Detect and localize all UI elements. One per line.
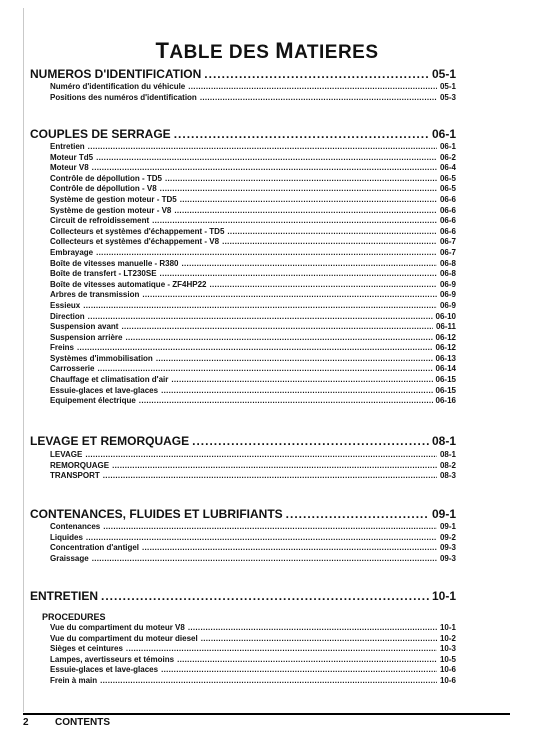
dot-leader [171,375,432,384]
toc-entry[interactable] [50,216,456,227]
toc-entry[interactable] [50,655,456,666]
entry-page: 06-2 [439,152,456,162]
entry-label: Numéro d'identification du véhicule [50,82,186,91]
entry-label: Contrôle de dépollution - V8 [50,184,157,194]
entry-label: TRANSPORT [50,471,100,481]
entry-label: Circuit de refroidissement [50,216,150,226]
entry-label: Moteur V8 [50,163,89,173]
toc-entry[interactable] [50,623,456,634]
dot-leader [204,67,429,81]
toc-entry[interactable] [50,280,456,291]
dot-leader [165,174,437,183]
dot-leader [201,634,437,643]
section-heading[interactable] [30,67,456,81]
entry-page: 06-1 [439,142,456,151]
entry-label: Freins [50,343,75,353]
entry-label: Embrayage [50,247,94,257]
entry-page: 08-3 [439,471,456,481]
entry-page: 06-5 [439,184,456,194]
dot-leader [101,589,429,603]
page-footer [23,713,510,728]
section-title: COUPLES DE SERRAGE [30,127,171,141]
section-title: ENTRETIEN [30,589,99,603]
entry-page: 06-12 [435,343,456,353]
entry-label: LEVAGE [50,450,83,459]
entry-label: Concentration d'antigel [50,543,140,553]
toc-entry[interactable] [50,676,456,687]
toc-entry[interactable] [50,634,456,645]
dot-leader [112,461,437,470]
entry-label: Essuie-glaces et lave-glaces [50,385,159,395]
entry-label: Boîte de vitesses manuelle - R380 [50,258,179,268]
dot-leader [97,364,432,373]
entry-label: Vue du compartiment du moteur diesel [50,633,198,643]
entry-page: 06-7 [439,247,456,257]
entry-label: Moteur Td5 [50,152,94,162]
page-title: TABLE DES MATIERES [155,38,379,63]
entry-page: 06-9 [439,300,456,310]
toc-entry[interactable] [50,174,456,185]
dot-leader [222,237,437,246]
dot-leader [200,93,437,102]
entry-page: 10-1 [439,623,456,632]
toc-entry[interactable] [50,312,456,323]
entry-label: Lampes, avertisseurs et témoins [50,654,175,664]
section-title: NUMEROS D'IDENTIFICATION [30,67,202,81]
entry-page: 06-8 [439,269,456,279]
toc-entry[interactable] [50,375,456,386]
page-number: 2 [23,717,29,728]
entry-page: 08-1 [439,450,456,459]
section-page: 09-1 [431,507,456,521]
entry-page: 10-5 [439,654,456,664]
toc-entry[interactable] [50,163,456,174]
dot-leader [160,269,437,278]
dot-leader [85,450,437,459]
section-page: 08-1 [431,434,456,448]
toc-entry[interactable] [50,237,456,248]
toc-entry[interactable] [50,82,456,93]
entry-label: Systèmes d'immobilisation [50,353,153,363]
entry-label: Suspension avant [50,322,119,332]
toc-entry[interactable] [50,354,456,365]
toc-entry[interactable] [50,195,456,206]
toc-entry[interactable] [50,471,456,482]
toc-entry[interactable] [50,665,456,676]
entry-page: 10-6 [439,665,456,675]
section-page: 05-1 [431,67,456,81]
entry-label: Carrosserie [50,364,95,374]
section-heading[interactable] [30,127,456,141]
entry-page: 06-16 [435,396,456,406]
toc-entry[interactable] [50,554,456,565]
entry-page: 09-3 [439,543,456,553]
toc-entry[interactable] [50,543,456,554]
dot-leader [177,655,437,664]
dot-leader [188,623,437,632]
entry-label: Essuie-glaces et lave-glaces [50,665,159,675]
entry-label: Essieux [50,300,81,310]
entry-page: 06-8 [439,258,456,268]
toc-entry[interactable] [50,269,456,280]
section-title: CONTENANCES, FLUIDES ET LUBRIFIANTS [30,507,283,521]
entry-label: Système de gestion moteur - TD5 [50,194,177,204]
entry-page: 06-15 [435,375,456,385]
entry-label: Système de gestion moteur - V8 [50,205,172,215]
entry-label: Liquides [50,532,83,542]
dot-leader [156,354,433,363]
dot-leader [139,396,433,405]
entry-page: 06-6 [439,194,456,204]
entry-label: Positions des numéros d'identification [50,92,197,102]
section-page: 10-1 [431,589,456,603]
dot-leader [96,153,437,162]
entry-page: 06-9 [439,290,456,300]
entry-label: Collecteurs et systèmes d'échappement - V8 [50,237,220,247]
dot-leader [161,386,432,395]
entry-label: Contenances [50,522,101,531]
dot-leader [174,127,429,141]
entry-page: 06-12 [435,332,456,342]
toc-entry[interactable] [50,301,456,312]
section-heading[interactable] [30,589,456,603]
dot-leader [92,554,437,563]
entry-page: 09-2 [439,532,456,542]
toc-entry[interactable] [50,227,456,238]
entry-label: Direction [50,311,85,321]
dot-leader [100,676,437,685]
dot-leader [92,163,437,172]
toc-entry[interactable] [50,343,456,354]
entry-label: REMORQUAGE [50,460,110,470]
entry-page: 06-15 [435,385,456,395]
dot-leader [286,507,429,521]
toc-entry[interactable] [50,248,456,259]
dot-leader [152,216,437,225]
entry-label: Sièges et ceintures [50,644,123,654]
entry-page: 06-6 [439,205,456,215]
sub-heading: PROCEDURES [42,612,106,622]
entry-label: Chauffage et climatisation d'air [50,375,169,385]
entry-label: Frein à main [50,675,98,685]
dot-leader [88,142,437,151]
toc-entry[interactable] [50,644,456,655]
dot-leader [142,290,437,299]
toc-entry[interactable] [50,364,456,375]
toc-entry[interactable] [50,450,456,461]
dot-leader [126,644,437,653]
entry-page: 06-7 [439,237,456,247]
toc-entry[interactable] [50,93,456,104]
toc-entry[interactable] [50,259,456,270]
toc-entry[interactable] [50,290,456,301]
toc-entry[interactable] [50,522,456,533]
entry-label: Vue du compartiment du moteur V8 [50,623,185,632]
footer-label: CONTENTS [55,717,110,728]
entry-page: 06-14 [435,364,456,374]
entry-label: Boîte de transfert - LT230SE [50,269,157,279]
entry-page: 06-6 [439,216,456,226]
entry-label: Suspension arrière [50,332,123,342]
toc-entry[interactable] [50,153,456,164]
entry-page: 06-4 [439,163,456,173]
entry-label: Contrôle de dépollution - TD5 [50,173,162,183]
dot-leader [121,322,433,331]
entry-page: 06-13 [435,353,456,363]
entry-page: 09-3 [439,553,456,563]
dot-leader [174,206,437,215]
dot-leader [161,665,437,674]
entry-page: 06-6 [439,226,456,236]
entry-label: Boîte de vitesses automatique - ZF4HP22 [50,279,207,289]
entry-label: Arbres de transmission [50,290,140,300]
dot-leader [142,543,437,552]
toc-entry[interactable] [50,333,456,344]
entry-label: Graissage [50,553,89,563]
entry-label: Collecteurs et systèmes d'échappement - TD5 [50,226,225,236]
entry-page: 06-11 [435,322,456,332]
dot-leader [227,227,437,236]
entry-label: Equipement électrique [50,396,136,406]
entry-page: 06-10 [435,311,456,321]
dot-leader [103,471,437,480]
dot-leader [88,312,433,321]
dot-leader [83,301,437,310]
dot-leader [182,259,437,268]
section-heading[interactable] [30,434,456,448]
section-title: LEVAGE ET REMORQUAGE [30,434,190,448]
toc-entry[interactable] [50,206,456,217]
entry-page: 10-2 [439,633,456,643]
entry-page: 06-5 [439,173,456,183]
toc-entry[interactable] [50,386,456,397]
entry-page: 09-1 [439,522,456,531]
toc-entry[interactable] [50,142,456,153]
entry-page: 05-3 [439,92,456,102]
entry-page: 06-9 [439,279,456,289]
toc-entry[interactable] [50,322,456,333]
entry-page: 10-3 [439,644,456,654]
dot-leader [96,248,437,257]
dot-leader [192,434,429,448]
toc-entry[interactable] [50,533,456,544]
dot-leader [180,195,437,204]
entry-label: Entretien [50,142,85,151]
entry-page: 10-6 [439,675,456,685]
entry-page: 08-2 [439,460,456,470]
toc-entry[interactable] [50,184,456,195]
entry-page: 05-1 [439,82,456,91]
dot-leader [210,280,437,289]
toc-entry[interactable] [50,461,456,472]
section-heading[interactable] [30,507,456,521]
dot-leader [77,343,433,352]
dot-leader [160,184,437,193]
section-page: 06-1 [431,127,456,141]
dot-leader [125,333,432,342]
dot-leader [188,82,437,91]
toc-entry[interactable] [50,396,456,407]
dot-leader [86,533,437,542]
dot-leader [103,522,437,531]
